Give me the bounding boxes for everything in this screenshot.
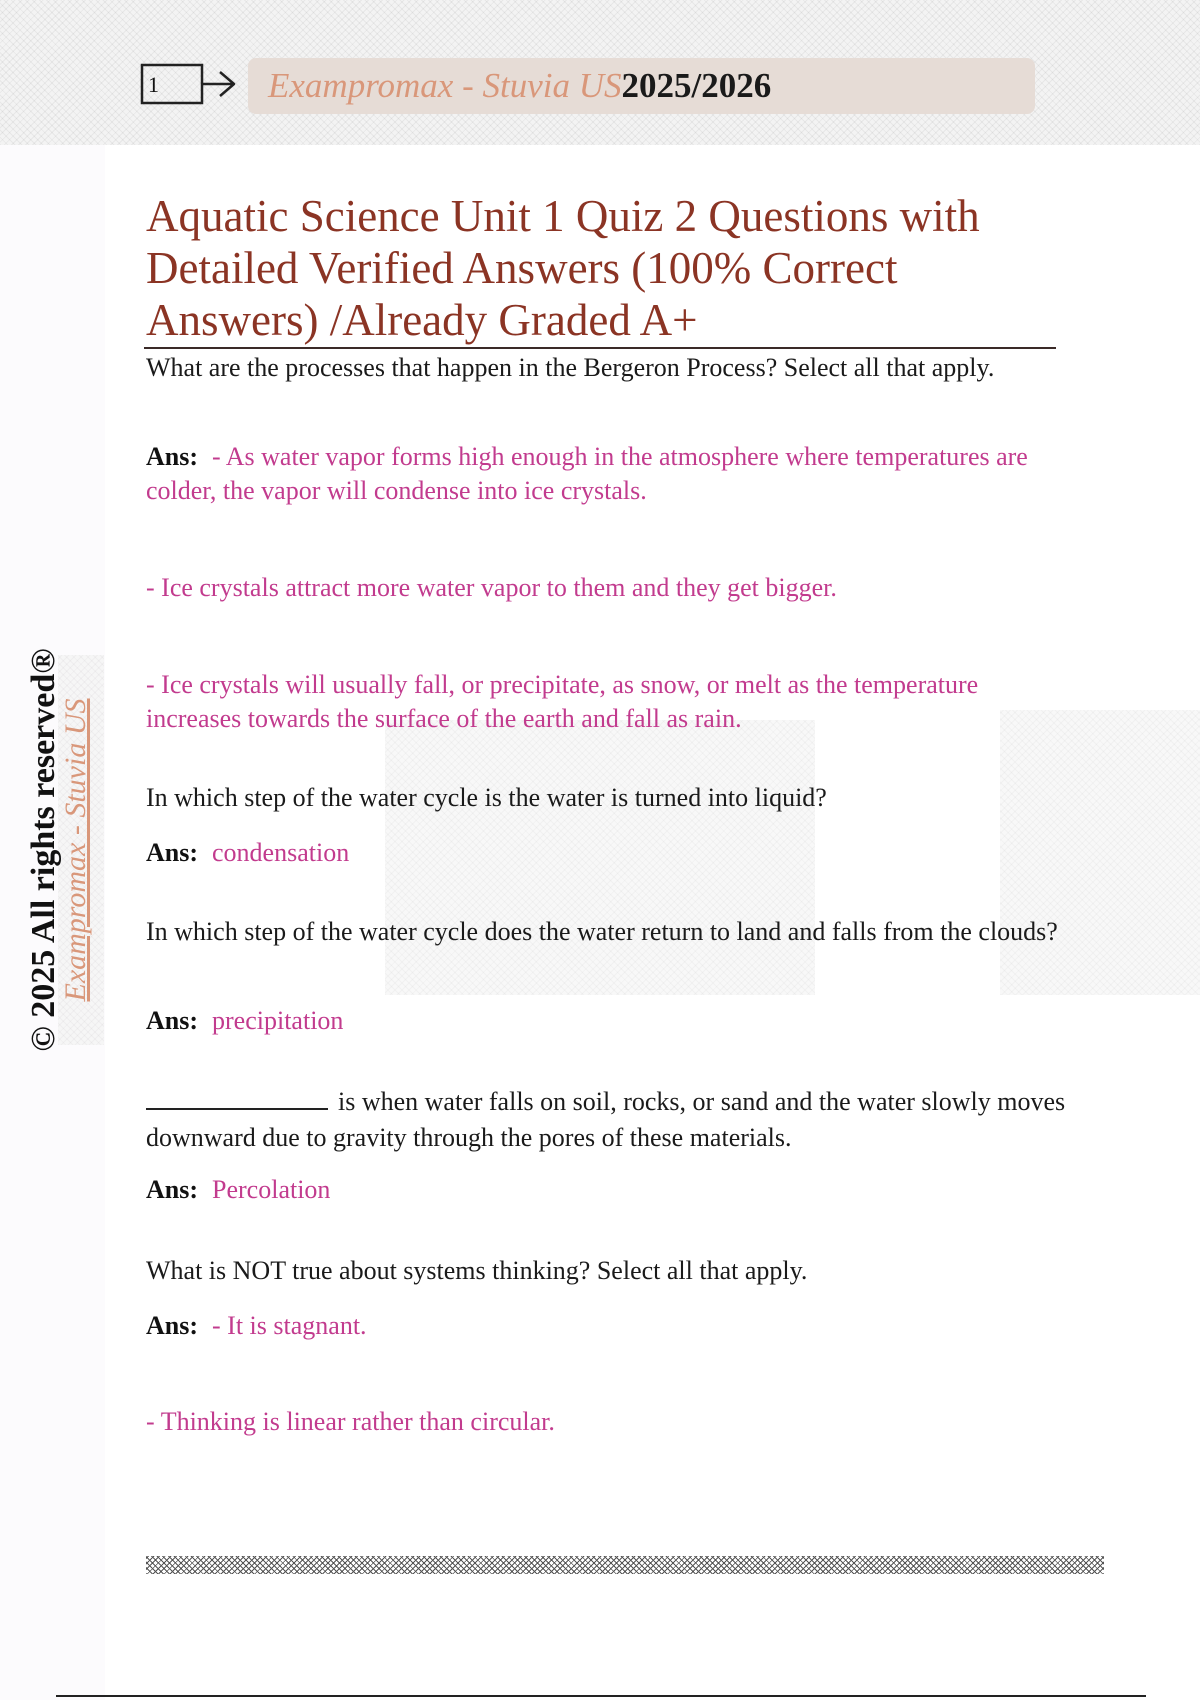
answer-5b: - Thinking is linear rather than circular. — [146, 1407, 555, 1436]
ans-label: Ans: — [146, 442, 199, 471]
answer-3-line — [146, 1004, 1066, 1038]
question-4-text: is when water falls on soil, rocks, or sand and the water slowly moves downward due to gravity through the pores of these materials. — [146, 1087, 1066, 1152]
answer-2: condensation — [212, 838, 350, 867]
answer-4: Percolation — [212, 1175, 331, 1204]
answer-5-line — [146, 1309, 1066, 1343]
decorative-separator — [146, 1556, 1104, 1574]
question-4 — [146, 1084, 1066, 1156]
answer-1-line — [146, 440, 1066, 508]
answer-1c: - Ice crystals will usually fall, or precipitate, as snow, or melt as the temperature increases towards the surface of the earth and fall as rain. — [146, 670, 979, 733]
answer-1b: - Ice crystals attract more water vapor to them and they get bigger. — [146, 573, 837, 602]
answer-2-line — [146, 836, 1066, 870]
question-3: In which step of the water cycle does the water return to land and falls from the clouds? — [146, 917, 1058, 946]
answer-5a: - It is stagnant. — [212, 1311, 367, 1340]
ans-label: Ans: — [146, 838, 199, 867]
copyright-notice: © 2025 All rights reserved® — [25, 648, 62, 1052]
header-bar — [248, 58, 1035, 114]
header-year: 2025/2026 — [621, 66, 772, 105]
answer-4-line — [146, 1173, 1066, 1207]
fill-in-blank — [146, 1088, 328, 1110]
answer-3: precipitation — [212, 1006, 344, 1035]
document-title: Aquatic Science Unit 1 Quiz 2 Questions with Detailed Verified Answers (100% Correct Answers) /Already Graded A+ — [146, 191, 980, 345]
ans-label: Ans: — [146, 1311, 199, 1340]
title-underline — [144, 347, 1056, 349]
ans-label: Ans: — [146, 1175, 199, 1204]
question-2: In which step of the water cycle is the water is turned into liquid? — [146, 783, 827, 812]
header-brand: Exampromax - Stuvia US — [268, 66, 622, 105]
question-5: What is NOT true about systems thinking? Select all that apply. — [146, 1256, 808, 1285]
page-number: 1 — [148, 72, 159, 97]
ans-label: Ans: — [146, 1006, 199, 1035]
side-brand: Exampromax - Stuvia US — [59, 698, 92, 1002]
answer-1a: - As water vapor forms high enough in the atmosphere where temperatures are colder, the vapor will condense into ice crystals. — [146, 442, 1028, 505]
question-1: What are the processes that happen in the Bergeron Process? Select all that apply. — [146, 353, 995, 382]
footer-rule — [56, 1695, 1146, 1697]
